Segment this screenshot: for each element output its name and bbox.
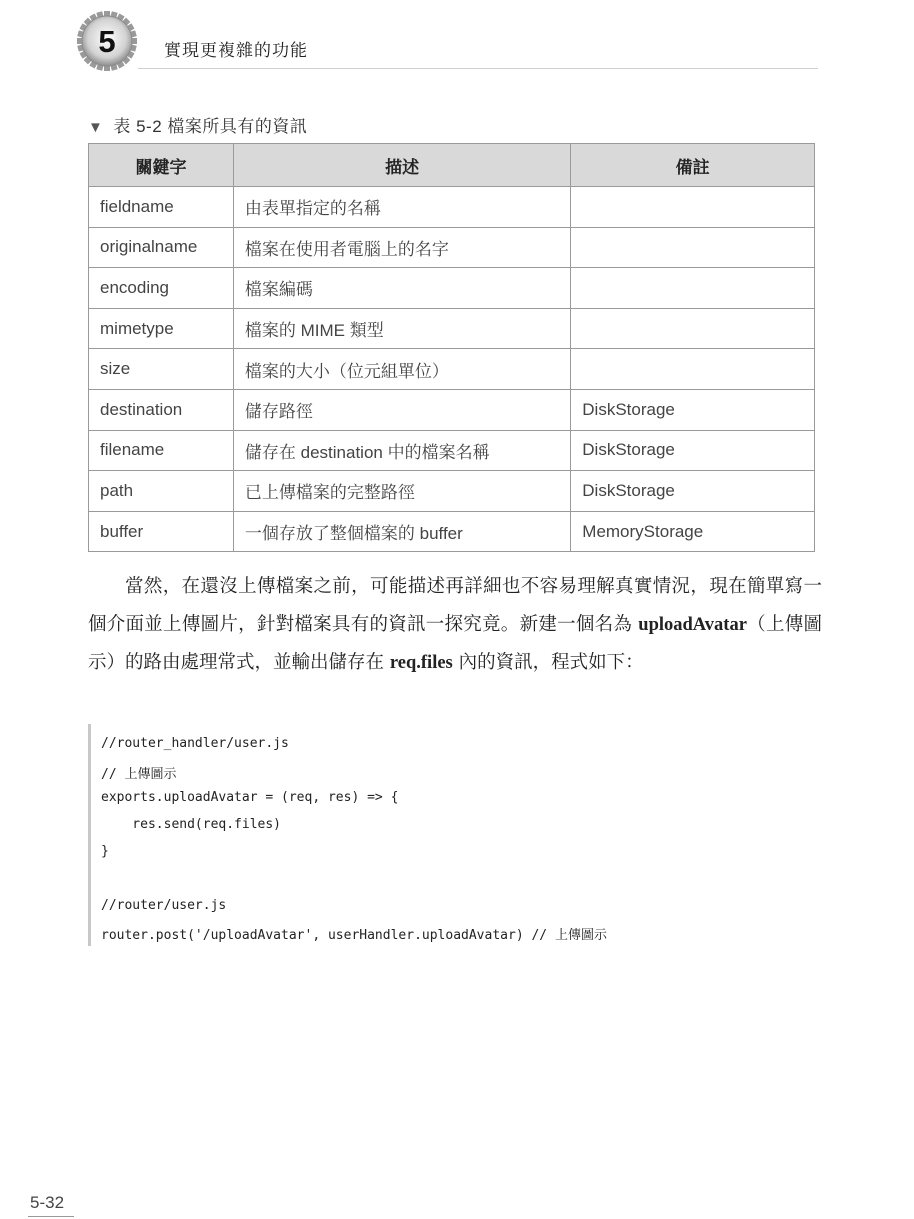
page-number: 5-32 [30, 1193, 65, 1212]
column-header-keyword: 關鍵字 [89, 144, 234, 187]
table-caption [88, 112, 307, 137]
cell-keyword: originalname [89, 227, 234, 268]
chapter-number: 5 [98, 24, 116, 59]
code-line: //router/user.js [101, 898, 227, 913]
cell-note: DiskStorage [571, 471, 815, 512]
cell-keyword: fieldname [89, 187, 234, 228]
cell-note: DiskStorage [571, 430, 815, 471]
cell-keyword: mimetype [89, 308, 234, 349]
chapter-number-badge [76, 10, 138, 72]
code-line: //router_handler/user.js [101, 736, 289, 751]
body-paragraph: 當然，在還沒上傳檔案之前，可能描述再詳細也不容易理解真實情況，現在簡單寫一個介面並上傳圖片，針對檔案具有的資訊一探究竟。新建一個名為 uploadAvatar（上傳圖示）的路由處理常式，並輸出儲存在 req.files 內的資訊，程式如下： [88, 576, 822, 673]
cell-note: DiskStorage [571, 389, 815, 430]
table-row [89, 308, 815, 349]
column-header-note: 備註 [571, 144, 815, 187]
table-row [89, 389, 815, 430]
table-row [89, 430, 815, 471]
cell-note [571, 187, 815, 228]
code-block [88, 724, 731, 946]
cell-note [571, 227, 815, 268]
code-line: // 上傳圖示 [101, 767, 177, 782]
file-info-table [88, 143, 815, 552]
cell-description: 一個存放了整個檔案的 buffer [233, 511, 570, 552]
table-row [89, 227, 815, 268]
cell-keyword: path [89, 471, 234, 512]
cell-keyword: buffer [89, 511, 234, 552]
cell-description: 檔案在使用者電腦上的名字 [233, 227, 570, 268]
cell-description: 儲存路徑 [233, 389, 570, 430]
table-row [89, 187, 815, 228]
cell-note: MemoryStorage [571, 511, 815, 552]
header-divider [138, 68, 818, 69]
cell-note [571, 349, 815, 390]
page-number-underline [28, 1216, 74, 1217]
cell-keyword: filename [89, 430, 234, 471]
cell-description: 檔案編碼 [233, 268, 570, 309]
code-line: res.send(req.files) [101, 817, 282, 832]
inline-code-req-files: req.files [389, 653, 453, 673]
cell-keyword: size [89, 349, 234, 390]
table-header-row [89, 144, 815, 187]
cell-keyword: encoding [89, 268, 234, 309]
cell-description: 由表單指定的名稱 [233, 187, 570, 228]
table-row [89, 471, 815, 512]
cell-description: 檔案的大小（位元組單位） [233, 349, 570, 390]
cell-note [571, 268, 815, 309]
code-line: router.post('/uploadAvatar', userHandler.uploadAvatar) // 上傳圖示 [101, 928, 607, 943]
code-line: exports.uploadAvatar = (req, res) => { [101, 790, 399, 805]
column-header-description: 描述 [233, 144, 570, 187]
triangle-down-icon: ▼ [88, 119, 104, 136]
cell-keyword: destination [89, 389, 234, 430]
table-row [89, 349, 815, 390]
cell-description: 儲存在 destination 中的檔案名稱 [233, 430, 570, 471]
table-row [89, 511, 815, 552]
table-row [89, 268, 815, 309]
code-line: } [101, 844, 109, 859]
cell-description: 已上傳檔案的完整路徑 [233, 471, 570, 512]
table-caption-text: 表 5-2 檔案所具有的資訊 [113, 117, 308, 136]
cell-note [571, 308, 815, 349]
chapter-title: 實現更複雜的功能 [164, 41, 308, 60]
inline-code-upload-avatar: uploadAvatar [638, 615, 747, 635]
cell-description: 檔案的 MIME 類型 [233, 308, 570, 349]
